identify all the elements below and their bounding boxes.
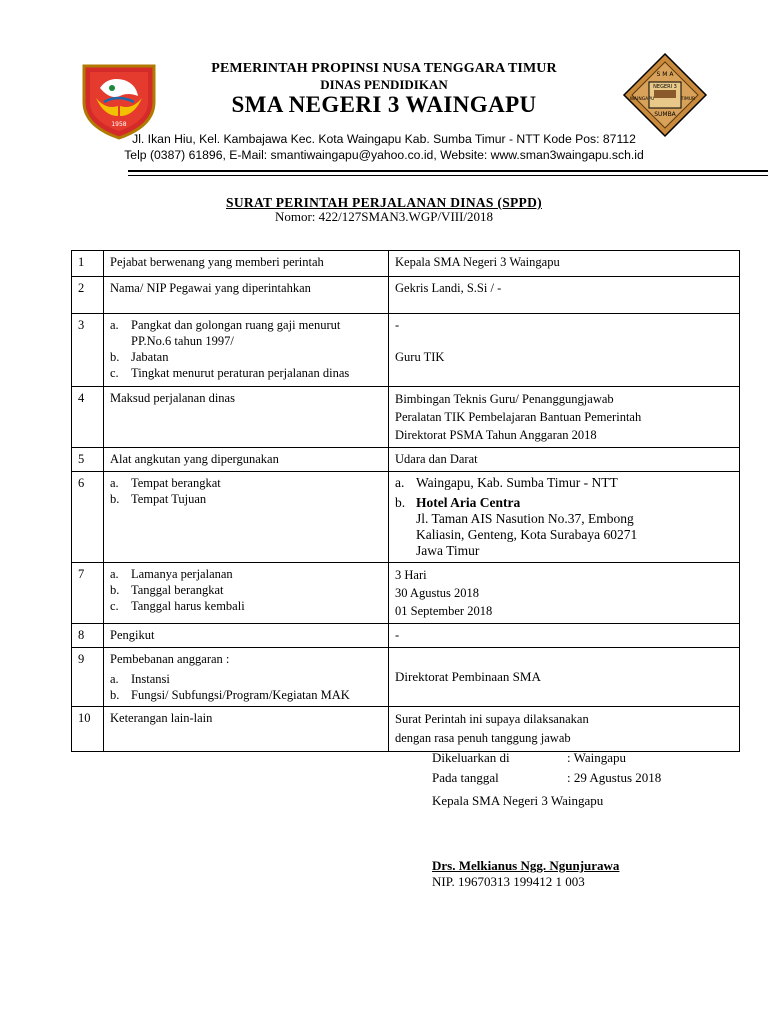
- header-department: DINAS PENDIDIKAN: [320, 77, 448, 92]
- svg-text:S M A: S M A: [656, 71, 674, 78]
- purpose-line: Direktorat PSMA Tahun Anggaran 2018: [395, 428, 597, 442]
- header-government: PEMERINTAH PROPINSI NUSA TENGGARA TIMUR: [211, 61, 557, 76]
- row-description: Nama/ NIP Pegawai yang diperintahkan: [104, 277, 389, 314]
- row-value: [389, 387, 740, 448]
- list-item: b. Fungsi/ Subfungsi/Program/Kegiatan MAK: [110, 688, 350, 702]
- row-value: [389, 314, 740, 387]
- budget-agency: Direktorat Pembinaan SMA: [395, 669, 541, 684]
- row-description: [104, 648, 389, 707]
- list-item: b. Tempat Tujuan: [110, 492, 207, 506]
- header-rule-thin: [128, 175, 768, 176]
- header-contact: Telp (0387) 61896, E-Mail: smantiwaingapu@yahoo.co.id, Website: www.sman3waingapu.sch.id: [124, 148, 644, 162]
- issued-label: Dikeluarkan di: [432, 750, 510, 765]
- row-description: [104, 472, 389, 563]
- row-value: -: [389, 624, 740, 648]
- svg-text:SUMBA: SUMBA: [654, 111, 676, 118]
- row-number: 4: [72, 387, 104, 448]
- row-number: 2: [72, 277, 104, 314]
- table-row: [72, 314, 740, 387]
- svg-text:NEGERI 3: NEGERI 3: [653, 84, 677, 90]
- list-item: c. Tanggal harus kembali: [110, 599, 245, 613]
- signature-block: [432, 750, 732, 900]
- purpose-line: Bimbingan Teknis Guru/ Penanggungjawab: [395, 392, 614, 406]
- table-row: [72, 648, 740, 707]
- list-item: a. Lamanya perjalanan: [110, 567, 233, 581]
- svg-text:WAINGAPU: WAINGAPU: [629, 97, 655, 102]
- row-number: 1: [72, 251, 104, 277]
- header-school-name: SMA NEGERI 3 WAINGAPU: [231, 92, 537, 117]
- svg-text:1958: 1958: [111, 121, 127, 128]
- departure-place: a. Waingapu, Kab. Sumba Timur - NTT: [395, 475, 618, 490]
- signer-nip: NIP. 19670313 199412 1 003: [432, 874, 585, 889]
- purpose-line: Peralatan TIK Pembelajaran Bantuan Pemerintah: [395, 410, 642, 424]
- row-number: 3: [72, 314, 104, 387]
- table-row: [72, 387, 740, 448]
- row-value: Gekris Landi, S.Si / -: [389, 277, 740, 314]
- row-description: Alat angkutan yang dipergunakan: [104, 448, 389, 472]
- date-value: : 29 Agustus 2018: [567, 770, 662, 785]
- rank-value: -: [395, 318, 400, 332]
- document-title: SURAT PERINTAH PERJALANAN DINAS (SPPD): [226, 195, 542, 210]
- row-value: [389, 472, 740, 563]
- list-item: b. Tanggal berangkat: [110, 583, 224, 597]
- row-description: Pengikut: [104, 624, 389, 648]
- svg-text:TIMUR: TIMUR: [680, 97, 696, 102]
- row-number: 8: [72, 624, 104, 648]
- row-description: Maksud perjalanan dinas: [104, 387, 389, 448]
- list-item: b. Jabatan: [110, 350, 169, 364]
- row-description: [104, 314, 389, 387]
- duration-value: 3 Hari: [395, 568, 427, 582]
- table-row: [72, 448, 740, 472]
- row-value: Udara dan Darat: [389, 448, 740, 472]
- destination-name: Hotel Aria Centra: [416, 495, 521, 510]
- row-description: Pejabat berwenang yang memberi perintah: [104, 251, 389, 277]
- destination-address: Jl. Taman AIS Nasution No.37, Embong Kaliasin, Genteng, Kota Surabaya 60271 Jawa Timur: [416, 511, 638, 558]
- signer-name: Drs. Melkianus Ngg. Ngunjurawa: [432, 858, 620, 873]
- position-value: Guru TIK: [395, 350, 445, 364]
- destination-place: b. Hotel Aria Centra Jl. Taman AIS Nasution No.37, Embong Kaliasin, Genteng, Kota Surabaya 60271 Jawa Timur: [395, 495, 733, 559]
- list-item: c. Tingkat menurut peraturan perjalanan dinas: [110, 366, 350, 380]
- departure-date: 30 Agustus 2018: [395, 586, 480, 600]
- note-line: dengan rasa penuh tanggung jawab: [395, 731, 571, 745]
- sppd-table: [71, 250, 740, 752]
- note-line: Surat Perintah ini supaya dilaksanakan: [395, 712, 589, 726]
- row-number: 10: [72, 707, 104, 752]
- row-number: 9: [72, 648, 104, 707]
- row-value: [389, 648, 740, 707]
- signer-position: Kepala SMA Negeri 3 Waingapu: [432, 793, 604, 808]
- table-row: [72, 707, 740, 752]
- row-number: 7: [72, 563, 104, 624]
- list-item: a. Tempat berangkat: [110, 476, 221, 490]
- row-description: [104, 563, 389, 624]
- table-row: [72, 251, 740, 277]
- row-number: 5: [72, 448, 104, 472]
- table-row: [72, 472, 740, 563]
- budget-label: Pembebanan anggaran :: [110, 652, 230, 666]
- list-item: a. Instansi: [110, 672, 170, 686]
- table-row: [72, 277, 740, 314]
- date-label: Pada tanggal: [432, 770, 499, 785]
- document-number: Nomor: 422/127SMAN3.WGP/VIII/2018: [274, 209, 494, 224]
- table-row: [72, 563, 740, 624]
- list-item: a. Pangkat dan golongan ruang gaji menurut PP.No.6 tahun 1997/: [110, 318, 341, 348]
- row-value: [389, 707, 740, 752]
- header-rule-thick: [128, 170, 768, 172]
- return-date: 01 September 2018: [395, 604, 493, 618]
- row-number: 6: [72, 472, 104, 563]
- row-description: Keterangan lain-lain: [104, 707, 389, 752]
- header-address: Jl. Ikan Hiu, Kel. Kambajawa Kec. Kota Waingapu Kab. Sumba Timur - NTT Kode Pos: 87112: [132, 132, 636, 146]
- row-value: Kepala SMA Negeri 3 Waingapu: [389, 251, 740, 277]
- table-row: [72, 624, 740, 648]
- row-value: [389, 563, 740, 624]
- issued-value: : Waingapu: [567, 750, 627, 765]
